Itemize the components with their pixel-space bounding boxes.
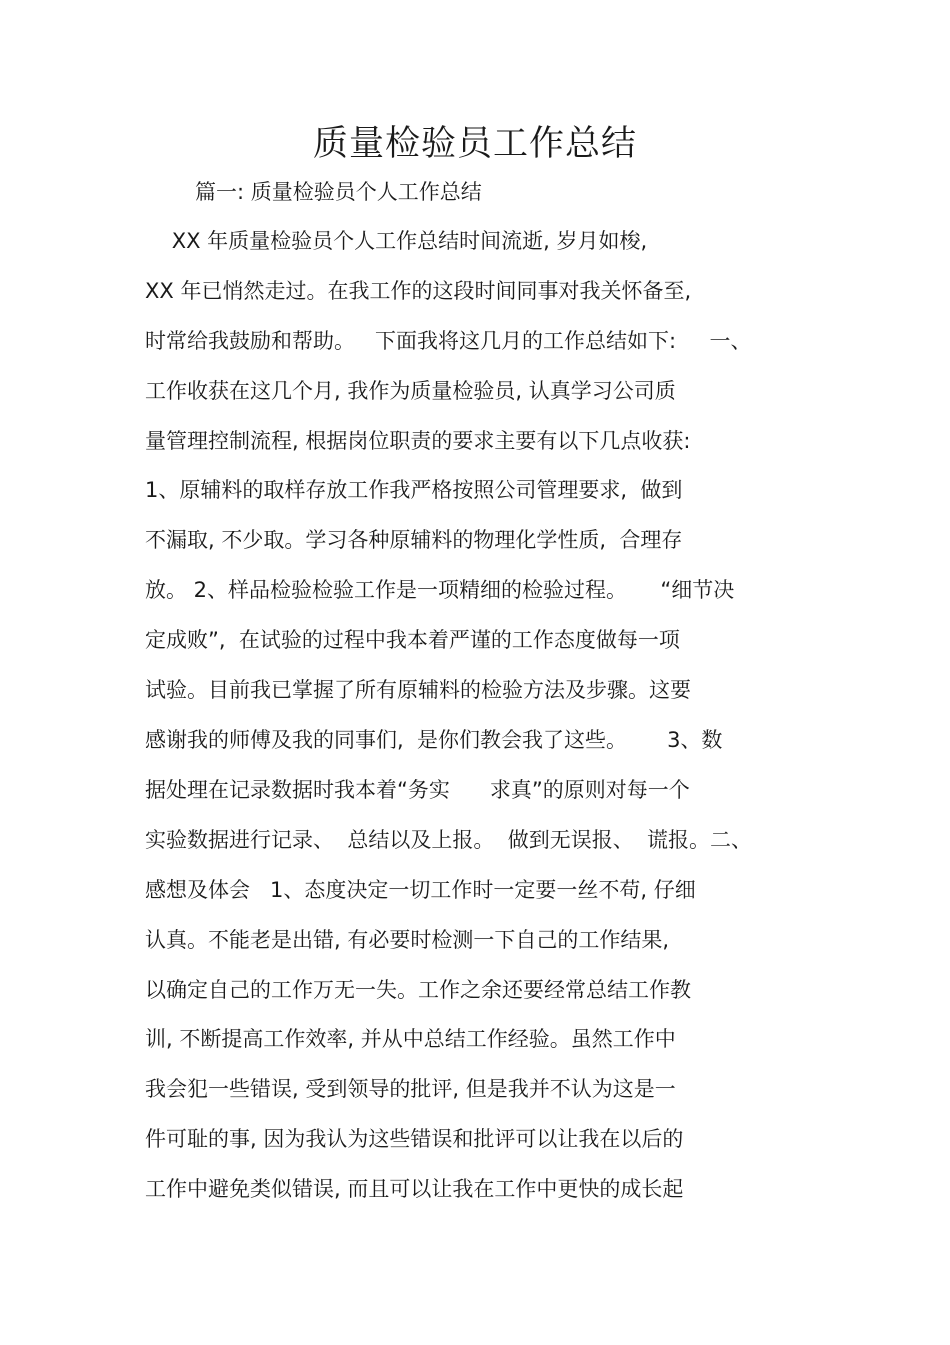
body-line: 定成败”, 在试验的过程中我本着严谨的工作态度做每一项 <box>145 628 680 652</box>
body-line: 据处理在记录数据时我本着“务实 求真”的原则对每一个 <box>145 778 690 802</box>
body-line: 件可耻的事, 因为我认为这些错误和批评可以让我在以后的 <box>145 1127 684 1151</box>
body-line: 时常给我鼓励和帮助。 下面我将这几月的工作总结如下: 一、 <box>145 329 752 353</box>
body-line: 以确定自己的工作万无一失。工作之余还要经常总结工作教 <box>145 978 691 1002</box>
body-line: 量管理控制流程, 根据岗位职责的要求主要有以下几点收获: <box>145 429 691 453</box>
body-line: 感想及体会 1、态度决定一切工作时一定要一丝不苟, 仔细 <box>145 878 696 902</box>
body-line: 工作收获在这几个月, 我作为质量检验员, 认真学习公司质 <box>145 379 676 403</box>
body-line: 不漏取, 不少取。学习各种原辅料的物理化学性质, 合理存 <box>145 528 683 552</box>
body-line: XX 年质量检验员个人工作总结时间流逝, 岁月如梭, <box>145 229 648 253</box>
document-title: 质量检验员工作总结 <box>312 124 637 164</box>
body-line: 训, 不断提高工作效率, 并从中总结工作经验。虽然工作中 <box>145 1027 676 1051</box>
body-line: 1、原辅料的取样存放工作我严格按照公司管理要求, 做到 <box>145 478 683 502</box>
body-line: 我会犯一些错误, 受到领导的批评, 但是我并不认为这是一 <box>145 1077 676 1101</box>
body-line: 放。 2、样品检验检验工作是一项精细的检验过程。 “细节决 <box>145 578 735 602</box>
body-line: 实验数据进行记录、 总结以及上报。 做到无误报、 谎报。二、 <box>145 828 753 852</box>
document-subtitle: 篇一: 质量检验员个人工作总结 <box>195 180 482 204</box>
body-line: 工作中避免类似错误, 而且可以让我在工作中更快的成长起 <box>145 1177 684 1201</box>
body-line: XX 年已悄然走过。在我工作的这段时间同事对我关怀备至, <box>145 279 692 303</box>
body-line: 试验。目前我已掌握了所有原辅料的检验方法及步骤。这要 <box>145 678 691 702</box>
body-line: 认真。不能老是出错, 有必要时检测一下自己的工作结果, <box>145 928 670 952</box>
body-line: 感谢我的师傅及我的同事们, 是你们教会我了这些。 3、数 <box>145 728 723 752</box>
